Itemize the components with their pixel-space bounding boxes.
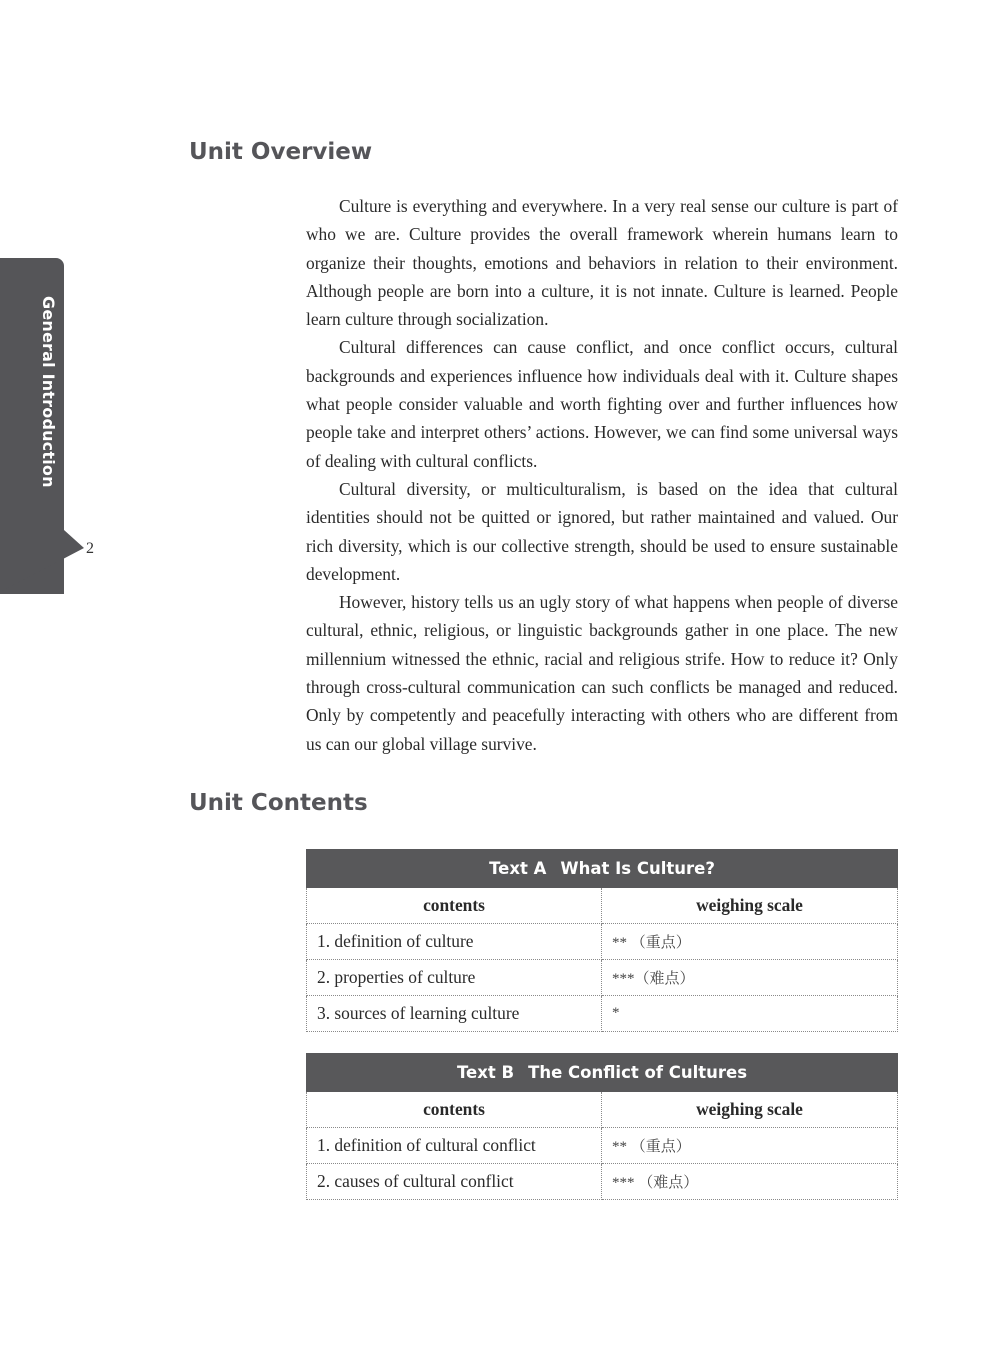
table-row	[307, 1128, 898, 1164]
content-item: 1. definition of culture	[307, 924, 602, 960]
text-b-title: The Conflict of Cultures	[528, 1063, 748, 1082]
side-tab-label: General Introduction	[39, 296, 58, 488]
table-row	[307, 924, 898, 960]
column-header-weighing-scale: weighing scale	[602, 888, 898, 924]
weighing-scale-value: ***（难点）	[602, 960, 898, 996]
overview-paragraph: Culture is everything and everywhere. In a very real sense our culture is part of who we are. Culture provides the overall framework wherein humans learn to organize their thoughts, emotions and behaviors in relation to their environment. Although people are born into a culture, it is not innate. Culture is learned. People learn culture through socialization.	[306, 196, 898, 330]
weighing-scale-value: *	[602, 996, 898, 1032]
text-b-table	[306, 1053, 898, 1200]
text-a-header	[307, 850, 898, 888]
column-header-weighing-scale: weighing scale	[602, 1092, 898, 1128]
content-item: 1. definition of cultural conflict	[307, 1128, 602, 1164]
text-a-table	[306, 849, 898, 1032]
column-header-contents: contents	[307, 1092, 602, 1128]
overview-paragraph: Cultural differences can cause conflict, and once conflict occurs, cultural backgrounds and experiences influence how individuals deal with it. Culture shapes what people consider valuable and worth fighting over and further influences how people take and interpret others’ actions. However, we can find some universal ways of dealing with cultural conflicts.	[306, 337, 898, 471]
unit-overview-title: Unit Overview	[189, 139, 373, 165]
weighing-scale-value: *** （难点）	[602, 1164, 898, 1200]
unit-contents-title: Unit Contents	[189, 790, 368, 816]
content-item: 2. causes of cultural conflict	[307, 1164, 602, 1200]
content-item: 3. sources of learning culture	[307, 996, 602, 1032]
weighing-scale-value: ** （重点）	[602, 924, 898, 960]
content-item: 2. properties of culture	[307, 960, 602, 996]
column-header-contents: contents	[307, 888, 602, 924]
page-number: 2	[86, 540, 94, 557]
text-a-label: Text A	[489, 859, 547, 878]
table-row	[307, 1164, 898, 1200]
side-tab-pointer	[0, 530, 86, 594]
overview-body	[306, 192, 898, 758]
weighing-scale-value: ** （重点）	[602, 1128, 898, 1164]
table-row	[307, 960, 898, 996]
overview-paragraph: Cultural diversity, or multiculturalism, is based on the idea that cultural identities should not be quitted or ignored, but rather maintained and valued. Our rich diversity, which is our collective strength, should be used to ensure sustainable development.	[306, 478, 898, 584]
text-b-label: Text B	[456, 1063, 515, 1082]
text-a-title: What Is Culture?	[560, 859, 715, 878]
text-b-header	[307, 1054, 898, 1092]
table-row	[307, 996, 898, 1032]
overview-paragraph: However, history tells us an ugly story of what happens when people of diverse cultural, ethnic, religious, or linguistic backgrounds gather in one place. The new millennium witnessed the ethnic, racial and religious strife. How to reduce it? Only through cross-cultural communication can such conflicts be managed and reduced. Only by competently and peacefully interacting with others who are different from us can our global village survive.	[306, 592, 898, 754]
